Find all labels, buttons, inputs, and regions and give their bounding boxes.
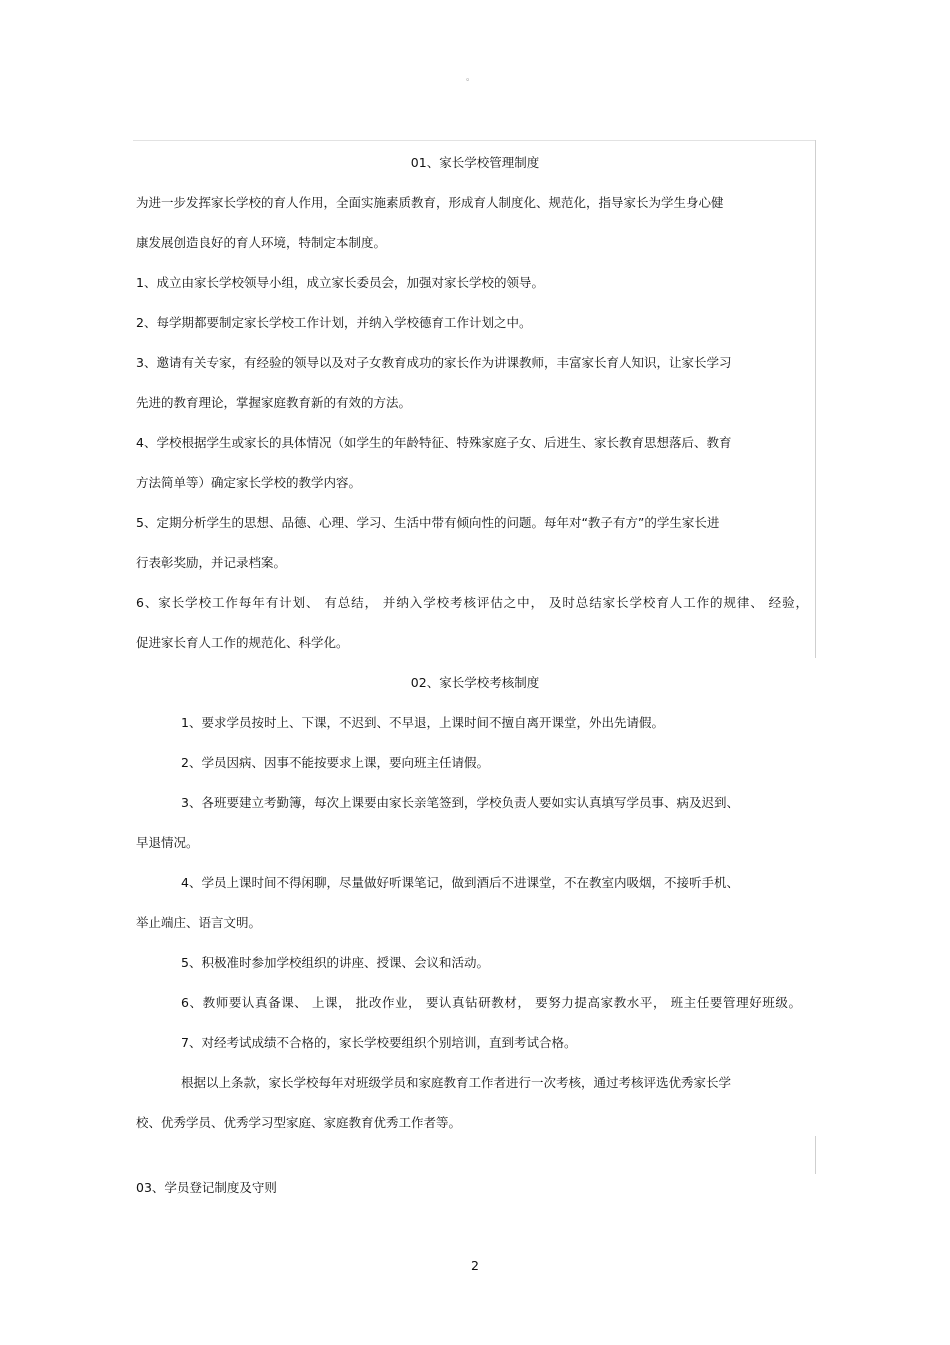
section2-title: 02、家长学校考核制度: [410, 675, 540, 690]
section2-item-2: 2、学员因病、因事不能按要求上课，要向班主任请假。: [181, 755, 489, 770]
section2-item-5: 5、积极准时参加学校组织的讲座、授课、会议和活动。: [181, 955, 489, 970]
section1-item-1: 1、成立由家长学校领导小组，成立家长委员会，加强对家长学校的领导。: [136, 275, 544, 290]
section1-item-6-line2: 促进家长育人工作的规范化、科学化。: [136, 635, 349, 650]
section2-item-7: 7、对经考试成绩不合格的，家长学校要组织个别培训，直到考试合格。: [181, 1035, 577, 1050]
section2-item-3-line2: 早退情况。: [136, 835, 199, 850]
section2-item-3-line1: 3、各班要建立考勤簿，每次上课要由家长亲笔签到，学校负责人要如实认真填写学员事、病及迟到、: [181, 795, 739, 810]
section2-closing-line2: 校、优秀学员、优秀学习型家庭、家庭教育优秀工作者等。: [136, 1115, 462, 1130]
section1-item-4-line2: 方法简单等）确定家长学校的教学内容。: [136, 475, 362, 490]
section1-intro-line1: 为进一步发挥家长学校的育人作用，全面实施素质教育，形成育人制度化、规范化，指导家长为学生身心健: [136, 195, 724, 210]
section2-item-4-line1: 4、学员上课时间不得闲聊，尽量做好听课笔记，做到酒后不进课堂，不在教室内吸烟，不接听手机、: [181, 875, 739, 890]
page-number: 2: [471, 1258, 479, 1273]
top-border-line: [133, 140, 816, 141]
section2-closing-line1: 根据以上条款，家长学校每年对班级学员和家庭教育工作者进行一次考核，通过考核评选优秀家长学: [181, 1075, 732, 1090]
section3-title: 03、学员登记制度及守则: [136, 1180, 277, 1195]
header-mark: 。: [466, 73, 476, 83]
section2-item-6: 6、教师要认真备课、 上课， 批改作业， 要认真钻研教材， 要努力提高家教水平， 班主任要管理好班级。: [181, 995, 801, 1010]
section1-item-2: 2、每学期都要制定家长学校工作计划，并纳入学校德育工作计划之中。: [136, 315, 532, 330]
section1-item-4-line1: 4、学校根据学生或家长的具体情况（如学生的年龄特征、特殊家庭子女、后进生、家长教育思想落后、教育: [136, 435, 732, 450]
section1-item-6-line1: 6、家长学校工作每年有计划、 有总结， 并纳入学校考核评估之中， 及时总结家长学校育人工作的规律、 经验，: [136, 595, 808, 610]
section1-item-3-line2: 先进的教育理论，掌握家庭教育新的有效的方法。: [136, 395, 412, 410]
section1-item-5-line1: 5、定期分析学生的思想、品德、心理、学习、生活中带有倾向性的问题。每年对“教子有方”的学生家长进: [136, 515, 720, 530]
section1-item-5-line2: 行表彰奖励，并记录档案。: [136, 555, 287, 570]
section2-item-4-line2: 举止端庄、语言文明。: [136, 915, 262, 930]
right-border-line: [815, 140, 816, 658]
right-border-line-lower: [815, 1136, 816, 1174]
section1-item-3-line1: 3、邀请有关专家，有经验的领导以及对子女教育成功的家长作为讲课教师，丰富家长育人知识，让家长学习: [136, 355, 732, 370]
section2-item-1: 1、要求学员按时上、下课，不迟到、不早退，上课时间不擅自离开课堂，外出先请假。: [181, 715, 664, 730]
section1-intro-line2: 康发展创造良好的育人环境，特制定本制度。: [136, 235, 387, 250]
section1-title: 01、家长学校管理制度: [410, 155, 540, 170]
